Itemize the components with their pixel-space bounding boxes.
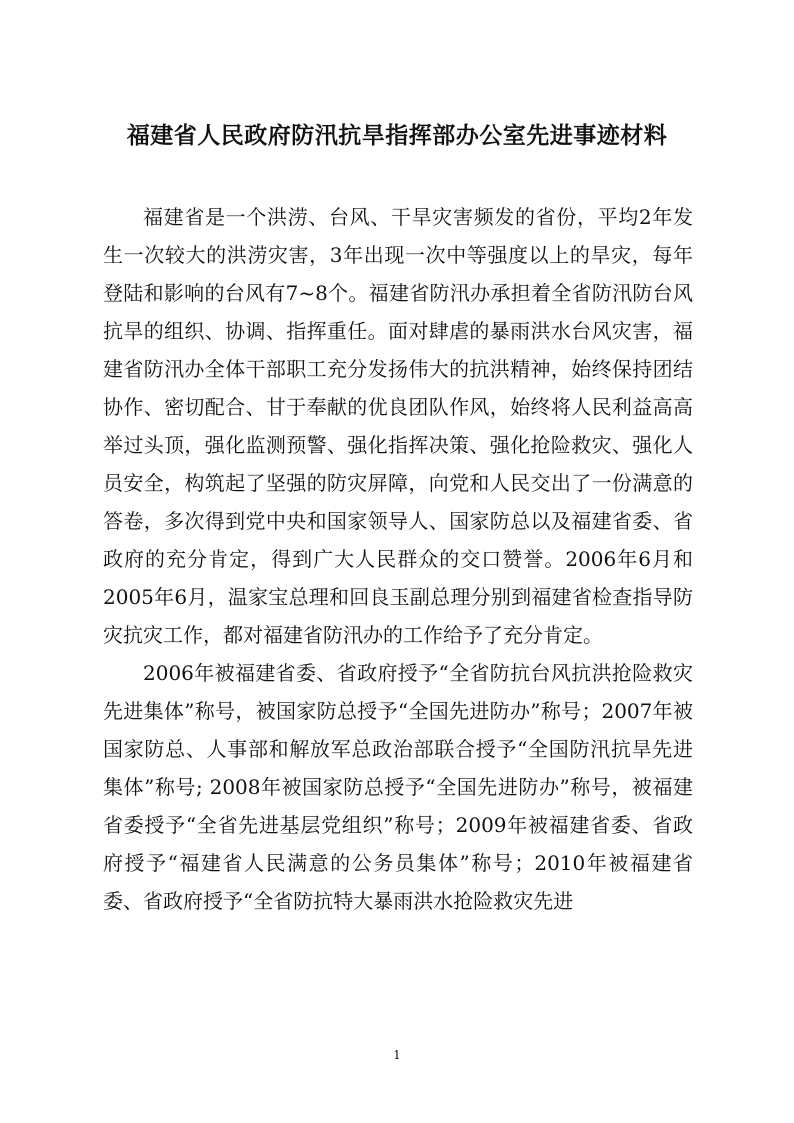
document-title: 福建省人民政府防汛抗旱指挥部办公室先进事迹材料 [126, 122, 668, 149]
document-body [103, 198, 693, 920]
paragraph-1: 福建省是一个洪涝、台风、干旱灾害频发的省份，平均2年发生一次较大的洪涝灾害，3年出现一次中等强度以上的旱灾，每年登陆和影响的台风有7~8个。福建省防汛办承担着全省防汛防台风抗旱的组织、协调、指挥重任。面对肆虐的暴雨洪水台风灾害，福建省防汛办全体干部职工充分发扬伟大的抗洪精神，始终保持团结协作、密切配合、甘于奉献的优良团队作风，始终将人民利益高高举过头顶，强化监测预警、强化指挥决策、强化抢险救灾、强化人员安全，构筑起了坚强的防灾屏障，向党和人民交出了一份满意的答卷，多次得到党中央和国家领导人、国家防总以及福建省委、省政府的充分肯定，得到广大人民群众的交口赞誉。2006年6月和2005年6月，温家宝总理和回良玉副总理分别到福建省检查指导防灾抗灾工作，都对福建省防汛办的工作给予了充分肯定。 [103, 205, 693, 647]
paragraph-2: 2006年被福建省委、省政府授予“全省防抗台风抗洪抢险救灾先进集体”称号，被国家防总授予“全国先进防办”称号；2007年被国家防总、人事部和解放军总政治部联合授予“全国防汛抗旱先进集体”称号; 2008年被国家防总授予“全国先进防办”称号，被福建省委授予“全省先进基层党组织”称号；2009年被福建省委、省政府授予“福建省人民满意的公务员集体”称号；2010年被福建省委、省政府授予“全省防抗特大暴雨洪水抢险救灾先进 [103, 661, 693, 913]
page-number: 1 [393, 1048, 401, 1062]
